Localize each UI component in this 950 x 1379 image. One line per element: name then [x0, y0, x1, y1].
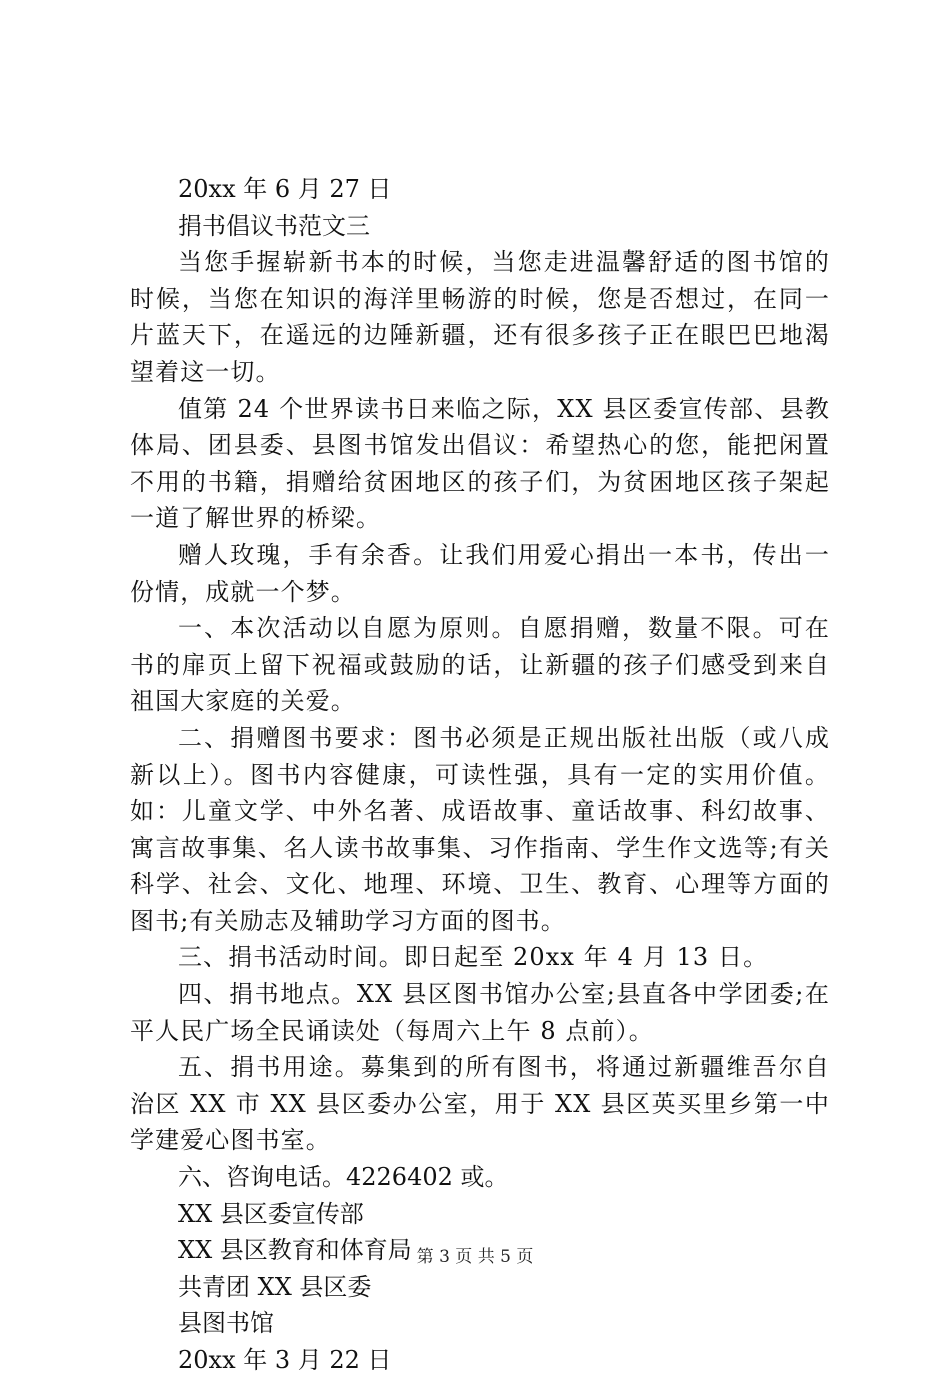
paragraph-item-5: 五、捐书用途。募集到的所有图书，将通过新疆维吾尔自治区 XX 市 XX 县区委办公室，用于 XX 县区英买里乡第一中学建爱心图书室。 — [130, 1053, 830, 1155]
date-bottom: 20xx 年 3 月 22 日 — [178, 1346, 392, 1374]
signature-youth-league: 共青团 XX 县区委 — [178, 1272, 372, 1301]
paragraph-item-2: 二、捐赠图书要求：图书必须是正规出版社出版（或八成新以上）。图书内容健康，可读性强，具有一定的实用价值。如：儿童文学、中外名著、成语故事、童话故事、科幻故事、寓言故事集、名人读书故事集、习作指南、学生作文选等;有关科学、社会、文化、地理、环境、卫生、教育、心理等方面的图书;有关励志及辅助学习方面的图书。 — [130, 723, 830, 935]
document-body — [130, 171, 830, 1379]
document-heading: 捐书倡议书范文三 — [178, 211, 370, 240]
paragraph-slogan: 赠人玫瑰，手有余香。让我们用爱心捐出一本书，传出一份情，成就一个梦。 — [130, 540, 830, 606]
signature-library: 县图书馆 — [178, 1309, 274, 1338]
page-footer: 第 3 页 共 5 页 — [416, 1247, 534, 1267]
date-top: 20xx 年 6 月 27 日 — [178, 175, 392, 203]
paragraph-item-3: 三、捐书活动时间。即日起至 20xx 年 4 月 13 日。 — [178, 943, 769, 972]
signature-education: XX 县区教育和体育局 — [178, 1236, 412, 1265]
signature-propaganda: XX 县区委宣传部 — [178, 1199, 364, 1228]
paragraph-item-4: 四、捐书地点。XX 县区图书馆办公室;县直各中学团委;在平人民广场全民诵读处（每周六上午 8 点前）。 — [130, 980, 830, 1045]
contact-line: 六、咨询电话。4226402 或。 — [178, 1163, 509, 1192]
paragraph-item-1: 一、本次活动以自愿为原则。自愿捐赠，数量不限。可在书的扉页上留下祝福或鼓励的话，让新疆的孩子们感受到来自祖国大家庭的关爱。 — [130, 614, 830, 716]
paragraph-intro: 当您手握崭新书本的时候，当您走进温馨舒适的图书馆的时候，当您在知识的海洋里畅游的时候，您是否想过，在同一片蓝天下，在遥远的边陲新疆，还有很多孩子正在眼巴巴地渴望着这一切。 — [130, 248, 830, 386]
paragraph-proposal: 值第 24 个世界读书日来临之际，XX 县区委宣传部、县教体局、团县委、县图书馆发出倡议：希望热心的您，能把闲置不用的书籍，捐赠给贫困地区的孩子们，为贫困地区孩子架起一道了解世界的桥梁。 — [130, 394, 830, 533]
